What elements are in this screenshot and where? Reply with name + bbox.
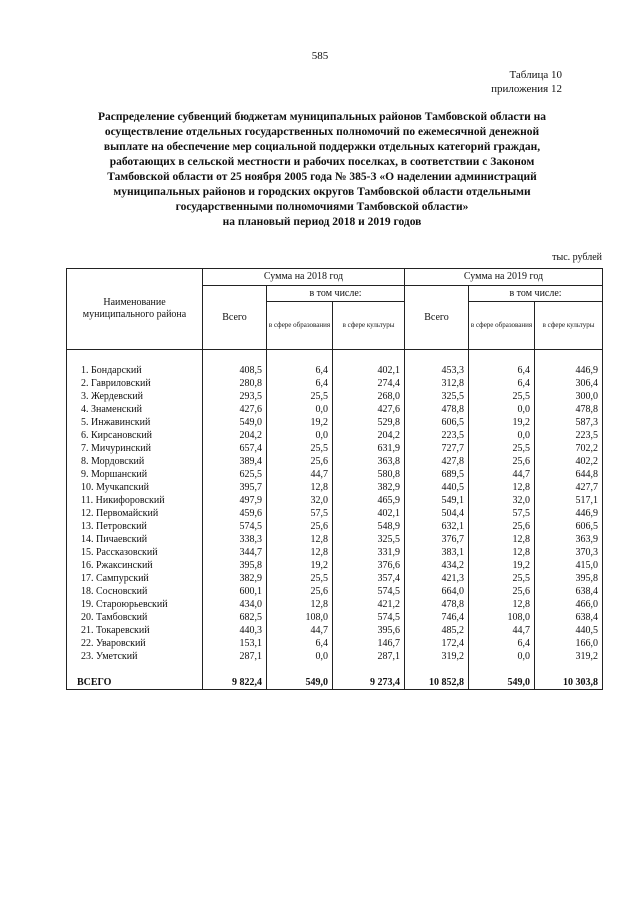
value-culture-2019: 395,8 xyxy=(535,572,603,585)
value-education-2018: 44,7 xyxy=(267,468,333,481)
district-name: 20. Тамбовский xyxy=(67,611,203,624)
value-culture-2018: 376,6 xyxy=(333,559,405,572)
value-total-2019: 549,1 xyxy=(405,494,469,507)
value-culture-2019: 702,2 xyxy=(535,442,603,455)
value-education-2018: 0,0 xyxy=(267,403,333,416)
table-reference xyxy=(491,68,562,96)
page-number: 585 xyxy=(311,50,329,62)
value-total-2019: 664,0 xyxy=(405,585,469,598)
value-culture-2018: 268,0 xyxy=(333,390,405,403)
value-education-2019: 108,0 xyxy=(469,611,535,624)
value-total-2019: 223,5 xyxy=(405,429,469,442)
value-culture-2018: 402,1 xyxy=(333,364,405,377)
header-including-2018: в том числе: xyxy=(267,286,405,302)
value-culture-2019: 319,2 xyxy=(535,650,603,663)
value-education-2019: 6,4 xyxy=(469,364,535,377)
table-row xyxy=(67,377,603,390)
header-culture-2018: в сфере культуры xyxy=(333,302,405,350)
value-total-2019: 383,1 xyxy=(405,546,469,559)
header-education-2019: в сфере образования xyxy=(469,302,535,350)
value-total-2019: 325,5 xyxy=(405,390,469,403)
value-total-2019: 504,4 xyxy=(405,507,469,520)
district-name: 3. Жердевский xyxy=(67,390,203,403)
value-culture-2019: 478,8 xyxy=(535,403,603,416)
table-row xyxy=(67,585,603,598)
value-total-2018: 153,1 xyxy=(203,637,267,650)
subventions-table xyxy=(66,268,603,690)
value-culture-2018: 274,4 xyxy=(333,377,405,390)
header-sum-2019: Сумма на 2019 год xyxy=(405,269,603,286)
table-row xyxy=(67,533,603,546)
value-culture-2018: 325,5 xyxy=(333,533,405,546)
table-row xyxy=(67,455,603,468)
table-row xyxy=(67,520,603,533)
table-row xyxy=(67,598,603,611)
value-total-2019: 453,3 xyxy=(405,364,469,377)
district-name: 9. Моршанский xyxy=(67,468,203,481)
value-culture-2018: 421,2 xyxy=(333,598,405,611)
value-culture-2018: 574,5 xyxy=(333,611,405,624)
table-row xyxy=(67,390,603,403)
value-education-2018: 0,0 xyxy=(267,650,333,663)
value-culture-2019: 517,1 xyxy=(535,494,603,507)
value-culture-2019: 402,2 xyxy=(535,455,603,468)
value-total-2018: 204,2 xyxy=(203,429,267,442)
table-total-row xyxy=(67,675,603,690)
value-education-2019: 25,5 xyxy=(469,390,535,403)
value-culture-2018: 9 273,4 xyxy=(333,675,405,690)
document-title-line: Тамбовской области от 25 ноября 2005 года № 385-З «О наделении администраций xyxy=(107,171,537,183)
value-education-2018: 32,0 xyxy=(267,494,333,507)
value-total-2018: 682,5 xyxy=(203,611,267,624)
value-culture-2019: 427,7 xyxy=(535,481,603,494)
value-total-2018: 389,4 xyxy=(203,455,267,468)
table-row xyxy=(67,637,603,650)
value-culture-2018: 574,5 xyxy=(333,585,405,598)
table-row xyxy=(67,650,603,663)
value-education-2018: 25,6 xyxy=(267,455,333,468)
value-culture-2019: 10 303,8 xyxy=(535,675,603,690)
value-education-2019: 25,5 xyxy=(469,572,535,585)
district-name: 12. Первомайский xyxy=(67,507,203,520)
value-education-2018: 12,8 xyxy=(267,598,333,611)
table-row xyxy=(67,624,603,637)
value-culture-2019: 166,0 xyxy=(535,637,603,650)
value-culture-2018: 204,2 xyxy=(333,429,405,442)
value-total-2018: 434,0 xyxy=(203,598,267,611)
district-name: 19. Староюрьевский xyxy=(67,598,203,611)
header-district-name: Наименование муниципального района xyxy=(67,269,203,350)
document-title-line: работающих в сельской местности и рабочих поселках, в соответствии с Законом xyxy=(109,156,535,168)
table-row xyxy=(67,559,603,572)
table-reference-appendix: приложения 12 xyxy=(491,83,562,95)
value-education-2018: 57,5 xyxy=(267,507,333,520)
header-sum-2018: Сумма на 2018 год xyxy=(203,269,405,286)
table-row xyxy=(67,364,603,377)
document-title-line: муниципальных районов и городских округов Тамбовской области отдельными xyxy=(113,186,531,198)
value-culture-2018: 427,6 xyxy=(333,403,405,416)
value-total-2019: 478,8 xyxy=(405,403,469,416)
table-row xyxy=(67,442,603,455)
value-education-2019: 44,7 xyxy=(469,468,535,481)
value-education-2019: 19,2 xyxy=(469,416,535,429)
header-education-2018: в сфере образования xyxy=(267,302,333,350)
district-name: 15. Рассказовский xyxy=(67,546,203,559)
value-total-2019: 485,2 xyxy=(405,624,469,637)
value-culture-2018: 580,8 xyxy=(333,468,405,481)
value-education-2019: 12,8 xyxy=(469,598,535,611)
value-education-2018: 44,7 xyxy=(267,624,333,637)
value-total-2018: 657,4 xyxy=(203,442,267,455)
table-reference-number: Таблица 10 xyxy=(509,69,562,81)
value-culture-2018: 382,9 xyxy=(333,481,405,494)
value-education-2018: 6,4 xyxy=(267,364,333,377)
district-name: 7. Мичуринский xyxy=(67,442,203,455)
value-education-2019: 6,4 xyxy=(469,377,535,390)
value-education-2018: 6,4 xyxy=(267,377,333,390)
value-total-2018: 600,1 xyxy=(203,585,267,598)
value-total-2019: 746,4 xyxy=(405,611,469,624)
value-culture-2019: 363,9 xyxy=(535,533,603,546)
value-education-2019: 57,5 xyxy=(469,507,535,520)
value-education-2018: 0,0 xyxy=(267,429,333,442)
district-name: 11. Никифоровский xyxy=(67,494,203,507)
district-name: 23. Уметский xyxy=(67,650,203,663)
district-name: 2. Гавриловский xyxy=(67,377,203,390)
table-spacer xyxy=(67,350,603,365)
value-culture-2019: 306,4 xyxy=(535,377,603,390)
value-culture-2018: 402,1 xyxy=(333,507,405,520)
value-culture-2019: 587,3 xyxy=(535,416,603,429)
value-culture-2018: 357,4 xyxy=(333,572,405,585)
table-row xyxy=(67,416,603,429)
value-culture-2018: 548,9 xyxy=(333,520,405,533)
district-name: 10. Мучкапский xyxy=(67,481,203,494)
value-total-2019: 10 852,8 xyxy=(405,675,469,690)
value-total-2019: 632,1 xyxy=(405,520,469,533)
value-total-2018: 497,9 xyxy=(203,494,267,507)
value-education-2019: 12,8 xyxy=(469,546,535,559)
value-total-2018: 440,3 xyxy=(203,624,267,637)
value-education-2019: 32,0 xyxy=(469,494,535,507)
value-total-2018: 382,9 xyxy=(203,572,267,585)
header-culture-2019: в сфере культуры xyxy=(535,302,603,350)
district-name: 18. Сосновский xyxy=(67,585,203,598)
value-total-2019: 312,8 xyxy=(405,377,469,390)
table-row xyxy=(67,403,603,416)
district-name: 5. Инжавинский xyxy=(67,416,203,429)
table-row xyxy=(67,572,603,585)
value-culture-2019: 300,0 xyxy=(535,390,603,403)
value-culture-2018: 331,9 xyxy=(333,546,405,559)
value-culture-2019: 223,5 xyxy=(535,429,603,442)
value-education-2018: 12,8 xyxy=(267,533,333,546)
document-title-line: государственными полномочиями Тамбовской области» xyxy=(175,201,469,213)
value-total-2018: 9 822,4 xyxy=(203,675,267,690)
document-title-line: на плановый период 2018 и 2019 годов xyxy=(222,216,422,228)
value-total-2018: 287,1 xyxy=(203,650,267,663)
value-culture-2019: 446,9 xyxy=(535,364,603,377)
value-culture-2019: 446,9 xyxy=(535,507,603,520)
value-total-2019: 172,4 xyxy=(405,637,469,650)
value-total-2018: 280,8 xyxy=(203,377,267,390)
value-total-2019: 319,2 xyxy=(405,650,469,663)
value-total-2018: 427,6 xyxy=(203,403,267,416)
district-name: ВСЕГО xyxy=(67,675,203,690)
value-total-2018: 459,6 xyxy=(203,507,267,520)
value-education-2018: 25,6 xyxy=(267,585,333,598)
district-name: 22. Уваровский xyxy=(67,637,203,650)
table-row xyxy=(67,611,603,624)
district-name: 1. Бондарский xyxy=(67,364,203,377)
value-culture-2019: 638,4 xyxy=(535,585,603,598)
value-total-2018: 395,7 xyxy=(203,481,267,494)
value-culture-2018: 363,8 xyxy=(333,455,405,468)
table-row xyxy=(67,507,603,520)
value-culture-2018: 529,8 xyxy=(333,416,405,429)
district-name: 4. Знаменский xyxy=(67,403,203,416)
value-culture-2019: 370,3 xyxy=(535,546,603,559)
value-total-2019: 427,8 xyxy=(405,455,469,468)
value-total-2019: 606,5 xyxy=(405,416,469,429)
value-education-2018: 12,8 xyxy=(267,481,333,494)
value-education-2018: 25,5 xyxy=(267,390,333,403)
value-total-2018: 344,7 xyxy=(203,546,267,559)
value-culture-2018: 631,9 xyxy=(333,442,405,455)
value-education-2019: 25,6 xyxy=(469,585,535,598)
value-education-2019: 25,6 xyxy=(469,520,535,533)
value-total-2019: 689,5 xyxy=(405,468,469,481)
document-title-line: Распределение субвенций бюджетам муниципальных районов Тамбовской области на xyxy=(97,111,547,123)
table-row xyxy=(67,468,603,481)
district-name: 21. Токаревский xyxy=(67,624,203,637)
district-name: 8. Мордовский xyxy=(67,455,203,468)
district-name: 13. Петровский xyxy=(67,520,203,533)
value-education-2019: 25,6 xyxy=(469,455,535,468)
value-culture-2019: 440,5 xyxy=(535,624,603,637)
value-education-2018: 549,0 xyxy=(267,675,333,690)
value-total-2018: 338,3 xyxy=(203,533,267,546)
district-name: 16. Ржаксинский xyxy=(67,559,203,572)
value-education-2019: 0,0 xyxy=(469,650,535,663)
value-education-2018: 12,8 xyxy=(267,546,333,559)
table-row xyxy=(67,429,603,442)
value-total-2019: 440,5 xyxy=(405,481,469,494)
value-education-2018: 25,5 xyxy=(267,442,333,455)
header-including-2019: в том числе: xyxy=(469,286,603,302)
value-education-2019: 0,0 xyxy=(469,403,535,416)
value-culture-2019: 415,0 xyxy=(535,559,603,572)
value-education-2018: 25,6 xyxy=(267,520,333,533)
document-title-line: выплате на обеспечение мер социальной поддержки отдельных категорий граждан, xyxy=(103,141,541,153)
value-total-2019: 421,3 xyxy=(405,572,469,585)
value-education-2018: 6,4 xyxy=(267,637,333,650)
value-culture-2018: 146,7 xyxy=(333,637,405,650)
district-name: 17. Сампурский xyxy=(67,572,203,585)
value-education-2019: 44,7 xyxy=(469,624,535,637)
value-education-2018: 19,2 xyxy=(267,416,333,429)
district-name: 6. Кирсановский xyxy=(67,429,203,442)
value-culture-2018: 287,1 xyxy=(333,650,405,663)
value-education-2019: 12,8 xyxy=(469,533,535,546)
value-total-2019: 727,7 xyxy=(405,442,469,455)
value-total-2018: 395,8 xyxy=(203,559,267,572)
value-culture-2019: 644,8 xyxy=(535,468,603,481)
value-culture-2019: 466,0 xyxy=(535,598,603,611)
value-culture-2019: 638,4 xyxy=(535,611,603,624)
value-education-2018: 19,2 xyxy=(267,559,333,572)
value-culture-2019: 606,5 xyxy=(535,520,603,533)
value-education-2019: 25,5 xyxy=(469,442,535,455)
value-education-2019: 12,8 xyxy=(469,481,535,494)
value-total-2018: 574,5 xyxy=(203,520,267,533)
table-spacer xyxy=(67,663,603,675)
value-education-2018: 108,0 xyxy=(267,611,333,624)
value-culture-2018: 465,9 xyxy=(333,494,405,507)
table-row xyxy=(67,546,603,559)
value-total-2019: 478,8 xyxy=(405,598,469,611)
value-education-2018: 25,5 xyxy=(267,572,333,585)
header-total-2018: Всего xyxy=(203,286,267,350)
document-title-line: осуществление отдельных государственных полномочий по ежемесячной денежной xyxy=(104,126,540,138)
value-culture-2018: 395,6 xyxy=(333,624,405,637)
value-total-2018: 293,5 xyxy=(203,390,267,403)
value-total-2018: 549,0 xyxy=(203,416,267,429)
header-total-2019: Всего xyxy=(405,286,469,350)
value-total-2018: 625,5 xyxy=(203,468,267,481)
value-education-2019: 19,2 xyxy=(469,559,535,572)
value-education-2019: 549,0 xyxy=(469,675,535,690)
document-title xyxy=(72,110,572,230)
value-education-2019: 6,4 xyxy=(469,637,535,650)
value-total-2019: 434,2 xyxy=(405,559,469,572)
value-total-2019: 376,7 xyxy=(405,533,469,546)
district-name: 14. Пичаевский xyxy=(67,533,203,546)
table-row xyxy=(67,481,603,494)
value-total-2018: 408,5 xyxy=(203,364,267,377)
value-education-2019: 0,0 xyxy=(469,429,535,442)
units-label: тыс. рублей xyxy=(552,252,602,263)
table-row xyxy=(67,494,603,507)
